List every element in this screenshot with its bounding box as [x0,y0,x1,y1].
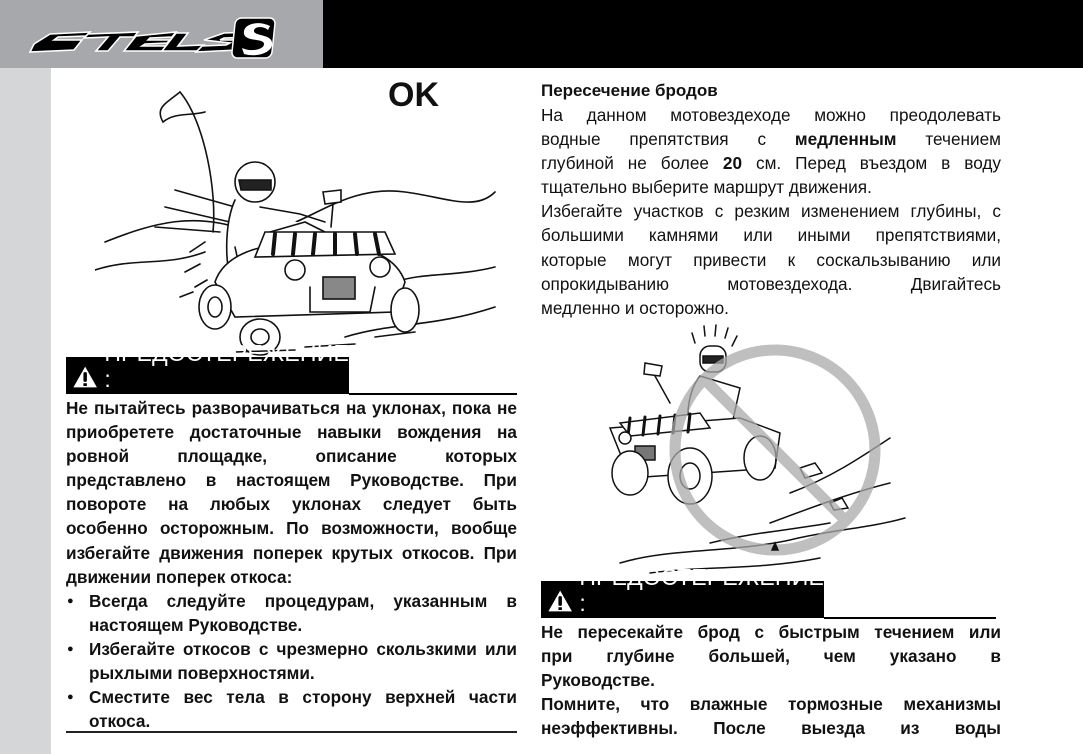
text-line: неэффективны. После выезда из воды [541,718,1001,739]
atv-slope-illustration [95,82,525,362]
warning-triangle-icon [72,360,98,394]
stels-logo [28,14,278,67]
emphasis-depth: 20 [722,153,743,174]
side-strip [0,68,51,754]
text-line: повороте на любых уклонах следует быть [66,494,517,515]
warning-label-bar [541,564,824,618]
text-line: движении поперек откоса: [66,566,293,587]
warning-label-bar [66,340,349,394]
warning-banner-left [66,340,517,395]
text-line: представлено в настоящем Руководстве. При [66,470,517,491]
bullet-item: ● Всегда следуйте процедурам, указанным в настоящем Руководстве. [66,589,517,637]
left-warning-text [66,396,517,733]
warning-label: ПРЕДОСТЕРЕЖЕНИЕ : [104,340,349,392]
text-line: Руководстве. [541,670,655,691]
header-black-band [323,0,1083,68]
warning-underline [349,393,517,395]
stels-s-mark-icon [231,18,275,58]
warning-bullet-list [66,589,517,734]
text-line: Помните, что влажные тормозные механизмы [541,694,1001,715]
atv-stream-prohibited-illustration [590,318,910,588]
bullet-item: ● Сместите вес тела в сторону верхней части откоса. [66,685,517,733]
text-line: Не пытайтесь разворачиваться на уклонах, пока не [66,398,517,418]
section-title: Пересечение бродов [541,81,718,100]
text-line: Не пересекайте брод с быстрым течением или [541,622,1001,642]
warning-triangle-icon [547,584,573,618]
text-line: избегайте движения поперек крутых откосов. При [66,542,517,563]
fording-section [541,79,1001,320]
fording-paragraph-2: Избегайте участков с резким изменением глубины, с большими камнями или иными препятствиями, которые могут привести к соскальзыванию или опрокидыванию мотовездехода. Двигайтесь медленно и осторожно. [541,201,1001,318]
right-warning-text [541,620,1001,740]
text-line: при глубине большей, чем указано в [541,646,1001,667]
left-bottom-rule [66,731,517,733]
text-line: приобретете достаточные навыки вождения на [66,422,517,443]
stels-wordmark [30,32,254,52]
emphasis-slow: медленным [794,129,897,150]
warning-label: ПРЕДОСТЕРЕЖЕНИЕ : [579,564,824,616]
warning-underline [824,617,996,619]
warning-banner-right [541,564,996,619]
fording-paragraph-1: На данном мотовездеходе можно преодолевать водные препятствия с медленным течением глубиной не более 20 см. Перед въездом в воду тщательно выберите маршрут движения. [541,105,1001,198]
text-line: ровной площадке, описание которых [66,446,517,467]
bullet-item: ● Избегайте откосов с чрезмерно скользкими или рыхлыми поверхностями. [66,637,517,685]
ok-caption: OK [388,76,439,114]
text-line: особенно осторожным. По возможности, вообще [66,518,517,539]
